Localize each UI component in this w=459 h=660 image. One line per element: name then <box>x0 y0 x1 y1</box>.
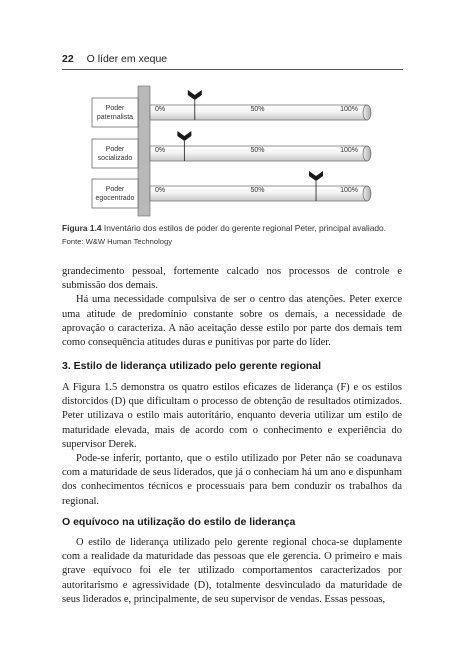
scale-label: 50% <box>250 187 265 194</box>
figure-row <box>92 131 371 168</box>
scale-tube-cap <box>363 186 371 201</box>
figure-row <box>92 90 371 127</box>
marker-chevron-icon <box>188 90 202 100</box>
marker-chevron-icon <box>177 131 191 141</box>
paragraph-4: Pode-se inferir, portanto, que o estilo utilizado por Peter não se coadunava com a maturidade de seus liderados, que já o conheciam há um ano e dispunham dos conhecimentos técnicos e processuais para bem conduzir os trabalhos da regional. <box>62 453 402 507</box>
row-label-line2: paternalista <box>96 114 134 121</box>
figure-source: Fonte: W&W Human Technology <box>62 237 173 246</box>
body-section-2 <box>62 381 402 509</box>
scale-label: 50% <box>250 106 265 113</box>
scale-tube-cap <box>363 105 371 120</box>
figure-axis-band <box>138 86 150 216</box>
paragraph-5: O estilo de liderança utilizado pelo gerente regional choca-se duplamente com a realidade da maturidade das pessoas que ele gerencia. O primeiro e mais grave equívoco foi ele ter utilizado comportamentos caracterizados por autoritarismo e agressividade (D), totalmente desvinculado da maturidade de seus liderados e, principalmente, de seu supervisor de vendas. Essas pessoas, <box>62 537 402 605</box>
body-section-3 <box>62 536 402 607</box>
row-label-line2: socializado <box>97 155 133 162</box>
scale-tube-cap <box>363 146 371 161</box>
scale-label: 100% <box>340 106 358 113</box>
row-label-line1: Poder <box>105 146 125 153</box>
figure-caption <box>62 222 407 234</box>
section-heading-3: 3. Estilo de liderança utilizado pelo gerente regional <box>62 360 322 372</box>
book-title: O líder em xeque <box>86 53 168 65</box>
page-number: 22 <box>62 53 74 65</box>
row-label-box <box>92 179 138 208</box>
scale-label: 100% <box>340 187 358 194</box>
paragraph-2: Há uma necessidade compulsiva de ser o centro das atenções. Peter exerce uma atitude de predomínio constante sobre os demais, a necessidade de aprovação o caracteriza. A não aceitação desse estilo por parte dos demais tem como consequência atitudes duras e punitivas por parte do líder. <box>62 294 402 349</box>
marker-chevron-icon <box>309 171 323 181</box>
scale-label: 0% <box>155 106 166 113</box>
paragraph-1: grandecimento pessoal, fortemente calcado nos processos de controle e submissão dos demais. <box>62 266 402 292</box>
scale-label: 0% <box>155 147 166 154</box>
row-label-line1: Poder <box>105 186 125 193</box>
scale-label: 0% <box>155 187 166 194</box>
scale-label: 100% <box>340 147 358 154</box>
row-label-line2: egocentrado <box>95 195 135 202</box>
row-label-box <box>92 98 138 127</box>
figure-caption-text: Inventário dos estilos de poder do gerente regional Peter, principal avaliado. <box>103 223 387 233</box>
power-style-figure <box>0 0 459 220</box>
body-section-1 <box>62 265 402 350</box>
row-label-box <box>92 139 138 168</box>
paragraph-3: A Figura 1.5 demonstra os quatro estilos eficazes de liderança (F) e os estilos distorcidos (D) que dificultam o processo de obtenção de resultados otimizados. Peter utilizava o estilo mais autoritário, enquanto deveria utilizar um estilo de maturidade elevada, mais de acordo com o conhecimento e experiência do supervisor Derek. <box>62 382 402 450</box>
row-label-line1: Poder <box>105 105 125 112</box>
figure-row <box>92 171 371 208</box>
figure-caption-label: Figura 1.4 <box>62 223 102 233</box>
scale-label: 50% <box>250 147 265 154</box>
section-heading-4: O equívoco na utilização do estilo de liderança <box>62 516 296 528</box>
